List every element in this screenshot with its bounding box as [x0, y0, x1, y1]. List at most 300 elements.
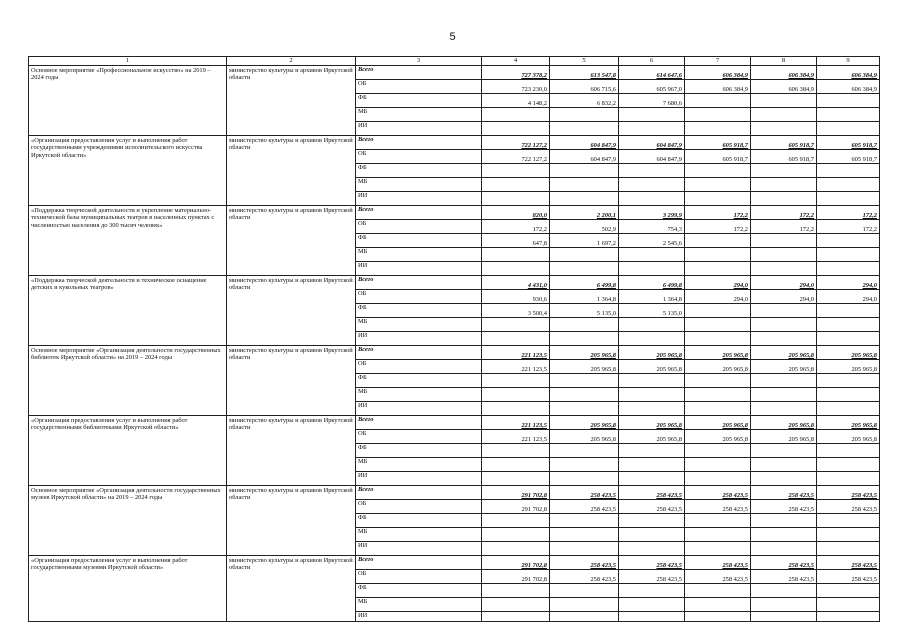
amount-cell	[817, 164, 880, 178]
amount-cell	[685, 94, 751, 108]
amount-cell	[550, 458, 619, 472]
funding-source: ИИ	[356, 332, 482, 346]
activity-description: «Поддержка творческой деятельности и техническое оснащение детских и кукольных театров»	[29, 276, 227, 346]
amount-cell	[817, 598, 880, 612]
amount-cell	[550, 598, 619, 612]
amount-cell: 205 965,8	[550, 346, 619, 360]
amount-cell	[482, 458, 550, 472]
amount-cell	[482, 402, 550, 416]
amount-cell	[482, 248, 550, 262]
amount-cell	[751, 234, 817, 248]
funding-source: ОБ	[356, 150, 482, 164]
amount-cell	[817, 108, 880, 122]
amount-cell	[817, 514, 880, 528]
amount-cell	[817, 542, 880, 556]
amount-cell: 205 965,8	[619, 360, 685, 374]
amount-cell	[685, 584, 751, 598]
amount-cell: 172,2	[817, 206, 880, 220]
amount-cell	[482, 108, 550, 122]
amount-cell: 205 965,8	[685, 416, 751, 430]
amount-cell	[550, 332, 619, 346]
funding-source: ИИ	[356, 192, 482, 206]
amount-cell	[751, 248, 817, 262]
amount-cell: 727 378,2	[482, 66, 550, 80]
amount-cell: 294,0	[751, 276, 817, 290]
amount-cell	[619, 444, 685, 458]
amount-cell: 6 832,2	[550, 94, 619, 108]
amount-cell: 3 500,4	[482, 304, 550, 318]
amount-cell	[482, 444, 550, 458]
amount-cell	[685, 262, 751, 276]
amount-cell	[550, 528, 619, 542]
amount-cell: 294,0	[817, 290, 880, 304]
funding-source: ФБ	[356, 164, 482, 178]
funding-source: МБ	[356, 248, 482, 262]
amount-cell	[685, 528, 751, 542]
funding-source: Всего	[356, 346, 482, 360]
amount-cell: 258 423,5	[685, 486, 751, 500]
table-body	[29, 57, 880, 622]
amount-cell: 502,9	[550, 220, 619, 234]
activity-description: «Организация предоставления услуг и выполнения работ государственными учреждениями исполнительского искусства Иркутской области»	[29, 136, 227, 206]
amount-cell: 7 680,6	[619, 94, 685, 108]
amount-cell	[619, 612, 685, 622]
amount-cell	[685, 598, 751, 612]
amount-cell: 613 547,8	[550, 66, 619, 80]
amount-cell: 205 965,8	[817, 430, 880, 444]
amount-cell	[751, 304, 817, 318]
amount-cell	[685, 332, 751, 346]
amount-cell: 258 423,5	[685, 570, 751, 584]
amount-cell	[619, 262, 685, 276]
amount-cell	[550, 192, 619, 206]
responsible-organization: министерство культуры и архивов Иркутской области	[227, 346, 356, 416]
amount-cell	[619, 108, 685, 122]
amount-cell	[685, 402, 751, 416]
amount-cell: 606 384,9	[751, 66, 817, 80]
amount-cell	[685, 164, 751, 178]
funding-source: МБ	[356, 388, 482, 402]
amount-cell	[685, 318, 751, 332]
amount-cell: 5 135,0	[619, 304, 685, 318]
amount-cell: 722 127,2	[482, 136, 550, 150]
funding-source: Всего	[356, 486, 482, 500]
responsible-organization: министерство культуры и архивов Иркутской области	[227, 136, 356, 206]
amount-cell	[817, 584, 880, 598]
amount-cell: 205 965,8	[817, 360, 880, 374]
funding-source: МБ	[356, 458, 482, 472]
amount-cell: 606 384,9	[685, 80, 751, 94]
amount-cell	[550, 318, 619, 332]
amount-cell	[550, 164, 619, 178]
amount-cell	[751, 612, 817, 622]
amount-cell	[817, 192, 880, 206]
amount-cell	[619, 472, 685, 486]
responsible-organization: министерство культуры и архивов Иркутской области	[227, 66, 356, 136]
funding-source: ФБ	[356, 584, 482, 598]
header-cell: 2	[227, 57, 356, 66]
amount-cell: 172,2	[817, 220, 880, 234]
amount-cell	[751, 514, 817, 528]
amount-cell: 258 423,5	[751, 556, 817, 570]
amount-cell	[550, 108, 619, 122]
amount-cell	[751, 374, 817, 388]
amount-cell: 258 423,5	[751, 570, 817, 584]
amount-cell	[685, 108, 751, 122]
amount-cell	[685, 542, 751, 556]
amount-cell	[751, 388, 817, 402]
amount-cell	[685, 374, 751, 388]
amount-cell	[685, 192, 751, 206]
amount-cell	[685, 248, 751, 262]
amount-cell	[619, 332, 685, 346]
amount-cell: 605 918,7	[685, 150, 751, 164]
amount-cell	[482, 192, 550, 206]
amount-cell: 291 702,8	[482, 486, 550, 500]
responsible-organization: министерство культуры и архивов Иркутской области	[227, 276, 356, 346]
funding-source: Всего	[356, 136, 482, 150]
amount-cell: 722 127,2	[482, 150, 550, 164]
amount-cell	[817, 402, 880, 416]
amount-cell: 221 123,5	[482, 346, 550, 360]
amount-cell: 606 715,6	[550, 80, 619, 94]
funding-source: ИИ	[356, 542, 482, 556]
amount-cell	[817, 304, 880, 318]
amount-cell: 605 918,7	[751, 136, 817, 150]
funding-source: Всего	[356, 556, 482, 570]
amount-cell	[482, 164, 550, 178]
amount-cell	[550, 542, 619, 556]
amount-cell: 258 423,5	[619, 486, 685, 500]
amount-cell	[482, 528, 550, 542]
amount-cell: 172,2	[751, 206, 817, 220]
amount-cell	[482, 612, 550, 622]
amount-cell	[619, 374, 685, 388]
amount-cell: 606 384,9	[751, 80, 817, 94]
amount-cell	[685, 472, 751, 486]
amount-cell	[817, 262, 880, 276]
amount-cell: 291 702,8	[482, 500, 550, 514]
amount-cell: 820,0	[482, 206, 550, 220]
amount-cell: 2 200,1	[550, 206, 619, 220]
amount-cell	[619, 514, 685, 528]
amount-cell	[619, 542, 685, 556]
amount-cell	[817, 458, 880, 472]
header-cell: 5	[550, 57, 619, 66]
amount-cell	[482, 472, 550, 486]
funding-source: Всего	[356, 206, 482, 220]
amount-cell	[817, 528, 880, 542]
amount-cell	[751, 332, 817, 346]
header-cell: 3	[356, 57, 482, 66]
amount-cell: 258 423,5	[685, 556, 751, 570]
amount-cell	[817, 94, 880, 108]
amount-cell	[550, 402, 619, 416]
amount-cell: 258 423,5	[817, 486, 880, 500]
amount-cell: 294,0	[817, 276, 880, 290]
amount-cell: 172,2	[685, 220, 751, 234]
funding-source: ИИ	[356, 612, 482, 622]
amount-cell: 605 918,7	[817, 150, 880, 164]
amount-cell: 606 384,9	[817, 66, 880, 80]
amount-cell: 605 967,0	[619, 80, 685, 94]
amount-cell: 294,0	[751, 290, 817, 304]
amount-cell	[482, 332, 550, 346]
funding-source: ОБ	[356, 290, 482, 304]
amount-cell	[817, 444, 880, 458]
responsible-organization: министерство культуры и архивов Иркутской области	[227, 206, 356, 276]
amount-cell: 258 423,5	[619, 556, 685, 570]
amount-cell	[685, 178, 751, 192]
funding-source: ОБ	[356, 430, 482, 444]
amount-cell: 294,0	[685, 290, 751, 304]
amount-cell	[751, 164, 817, 178]
funding-source: ИИ	[356, 472, 482, 486]
amount-cell	[751, 584, 817, 598]
amount-cell	[550, 374, 619, 388]
amount-cell	[817, 332, 880, 346]
funding-source: МБ	[356, 598, 482, 612]
funding-source: ОБ	[356, 80, 482, 94]
header-row	[29, 57, 880, 66]
amount-cell	[482, 542, 550, 556]
amount-cell	[751, 402, 817, 416]
table-row	[29, 556, 880, 570]
amount-cell: 291 702,8	[482, 570, 550, 584]
responsible-organization: министерство культуры и архивов Иркутской области	[227, 416, 356, 486]
amount-cell	[482, 262, 550, 276]
funding-source: ИИ	[356, 402, 482, 416]
amount-cell: 258 423,5	[550, 500, 619, 514]
amount-cell	[550, 122, 619, 136]
amount-cell: 604 847,9	[619, 136, 685, 150]
amount-cell	[751, 192, 817, 206]
amount-cell: 647,8	[482, 234, 550, 248]
funding-source: ИИ	[356, 262, 482, 276]
amount-cell	[751, 94, 817, 108]
amount-cell: 614 647,6	[619, 66, 685, 80]
amount-cell: 221 123,5	[482, 416, 550, 430]
amount-cell	[482, 598, 550, 612]
amount-cell: 205 965,8	[619, 346, 685, 360]
amount-cell: 172,2	[685, 206, 751, 220]
amount-cell	[619, 178, 685, 192]
amount-cell	[550, 388, 619, 402]
amount-cell: 258 423,5	[817, 556, 880, 570]
amount-cell	[619, 528, 685, 542]
amount-cell	[482, 514, 550, 528]
amount-cell: 258 423,5	[685, 500, 751, 514]
amount-cell: 205 965,8	[550, 416, 619, 430]
funding-source: ОБ	[356, 360, 482, 374]
amount-cell	[751, 318, 817, 332]
amount-cell: 754,3	[619, 220, 685, 234]
amount-cell: 294,0	[685, 276, 751, 290]
amount-cell	[751, 178, 817, 192]
funding-source: Всего	[356, 416, 482, 430]
amount-cell: 172,2	[482, 220, 550, 234]
amount-cell: 930,6	[482, 290, 550, 304]
amount-cell	[550, 472, 619, 486]
amount-cell: 1 364,8	[550, 290, 619, 304]
amount-cell: 205 965,8	[751, 360, 817, 374]
funding-source: МБ	[356, 178, 482, 192]
amount-cell: 605 918,7	[817, 136, 880, 150]
amount-cell	[550, 612, 619, 622]
amount-cell: 205 965,8	[685, 360, 751, 374]
activity-description: Основное мероприятие «Профессиональное искусство» на 2019 – 2024 годы	[29, 66, 227, 136]
amount-cell: 5 135,0	[550, 304, 619, 318]
amount-cell: 604 847,9	[550, 136, 619, 150]
amount-cell: 6 499,8	[619, 276, 685, 290]
amount-cell: 258 423,5	[550, 486, 619, 500]
amount-cell: 258 423,5	[751, 486, 817, 500]
amount-cell: 205 965,8	[817, 416, 880, 430]
amount-cell	[550, 584, 619, 598]
amount-cell	[751, 528, 817, 542]
amount-cell	[482, 584, 550, 598]
amount-cell: 258 423,5	[619, 570, 685, 584]
activity-description: «Организация предоставления услуг и выполнения работ государственными музеями Иркутской области»	[29, 556, 227, 622]
funding-source: ФБ	[356, 444, 482, 458]
amount-cell	[817, 472, 880, 486]
funding-source: ФБ	[356, 234, 482, 248]
amount-cell	[619, 192, 685, 206]
amount-cell	[619, 598, 685, 612]
amount-cell	[619, 388, 685, 402]
amount-cell: 2 545,6	[619, 234, 685, 248]
amount-cell	[482, 388, 550, 402]
amount-cell	[817, 388, 880, 402]
amount-cell	[751, 108, 817, 122]
amount-cell	[751, 122, 817, 136]
amount-cell: 258 423,5	[751, 500, 817, 514]
amount-cell	[482, 374, 550, 388]
activity-description: «Организация предоставления услуг и выполнения работ государственными библиотеками Иркутской области»	[29, 416, 227, 486]
amount-cell	[685, 612, 751, 622]
amount-cell: 606 384,9	[817, 80, 880, 94]
amount-cell: 605 918,7	[751, 150, 817, 164]
amount-cell	[685, 458, 751, 472]
amount-cell	[685, 234, 751, 248]
amount-cell	[685, 304, 751, 318]
amount-cell: 606 384,9	[685, 66, 751, 80]
funding-source: ФБ	[356, 304, 482, 318]
amount-cell	[550, 178, 619, 192]
header-cell: 9	[817, 57, 880, 66]
funding-source: Всего	[356, 276, 482, 290]
table-row	[29, 66, 880, 80]
amount-cell: 205 965,8	[685, 346, 751, 360]
amount-cell	[751, 472, 817, 486]
activity-description: «Поддержка творческой деятельности и укрепление материально-технической базы муниципальных театров в населенных пунктах с численностью населения до 300 тысяч человек»	[29, 206, 227, 276]
amount-cell: 258 423,5	[550, 556, 619, 570]
amount-cell	[619, 458, 685, 472]
amount-cell	[550, 262, 619, 276]
funding-source: Всего	[356, 66, 482, 80]
funding-source: ФБ	[356, 94, 482, 108]
funding-source: ОБ	[356, 570, 482, 584]
table-row	[29, 276, 880, 290]
amount-cell	[817, 374, 880, 388]
amount-cell: 258 423,5	[550, 570, 619, 584]
amount-cell	[751, 444, 817, 458]
header-cell: 1	[29, 57, 227, 66]
page-number: 5	[449, 31, 456, 43]
table-row	[29, 486, 880, 500]
funding-source: ОБ	[356, 500, 482, 514]
amount-cell	[550, 514, 619, 528]
amount-cell: 723 230,0	[482, 80, 550, 94]
amount-cell	[817, 122, 880, 136]
activity-description: Основное мероприятие «Организация деятельности государственных библиотек Иркутской области» на 2019 – 2024 годы	[29, 346, 227, 416]
amount-cell	[685, 514, 751, 528]
amount-cell	[619, 164, 685, 178]
amount-cell: 205 965,8	[619, 430, 685, 444]
amount-cell	[685, 444, 751, 458]
responsible-organization: министерство культуры и архивов Иркутской области	[227, 486, 356, 556]
amount-cell	[685, 122, 751, 136]
amount-cell: 205 965,8	[619, 416, 685, 430]
amount-cell: 205 965,8	[751, 416, 817, 430]
amount-cell: 258 423,5	[817, 500, 880, 514]
amount-cell	[619, 248, 685, 262]
funding-source: МБ	[356, 318, 482, 332]
amount-cell: 1 697,2	[550, 234, 619, 248]
amount-cell	[550, 248, 619, 262]
amount-cell	[685, 388, 751, 402]
amount-cell	[751, 262, 817, 276]
amount-cell: 221 123,5	[482, 430, 550, 444]
amount-cell: 258 423,5	[619, 500, 685, 514]
amount-cell	[550, 444, 619, 458]
header-cell: 8	[751, 57, 817, 66]
amount-cell	[751, 542, 817, 556]
amount-cell	[751, 458, 817, 472]
amount-cell: 6 499,8	[550, 276, 619, 290]
table-row	[29, 136, 880, 150]
amount-cell: 205 965,8	[550, 360, 619, 374]
responsible-organization: министерство культуры и архивов Иркутской области	[227, 556, 356, 622]
amount-cell	[817, 234, 880, 248]
funding-source: ИИ	[356, 122, 482, 136]
table-row	[29, 206, 880, 220]
header-cell: 7	[685, 57, 751, 66]
amount-cell	[817, 318, 880, 332]
amount-cell: 205 965,8	[550, 430, 619, 444]
amount-cell: 172,2	[751, 220, 817, 234]
amount-cell	[619, 402, 685, 416]
amount-cell: 205 965,8	[751, 346, 817, 360]
table-row	[29, 346, 880, 360]
funding-source: МБ	[356, 528, 482, 542]
header-cell: 4	[482, 57, 550, 66]
header-cell: 6	[619, 57, 685, 66]
amount-cell	[482, 122, 550, 136]
funding-source: ФБ	[356, 514, 482, 528]
amount-cell: 1 364,8	[619, 290, 685, 304]
amount-cell: 604 847,9	[550, 150, 619, 164]
amount-cell: 604 847,9	[619, 150, 685, 164]
amount-cell	[482, 178, 550, 192]
amount-cell	[817, 612, 880, 622]
amount-cell	[619, 584, 685, 598]
amount-cell: 205 965,8	[817, 346, 880, 360]
funding-source: ФБ	[356, 374, 482, 388]
amount-cell: 291 702,8	[482, 556, 550, 570]
amount-cell	[619, 122, 685, 136]
funding-table	[28, 56, 880, 622]
